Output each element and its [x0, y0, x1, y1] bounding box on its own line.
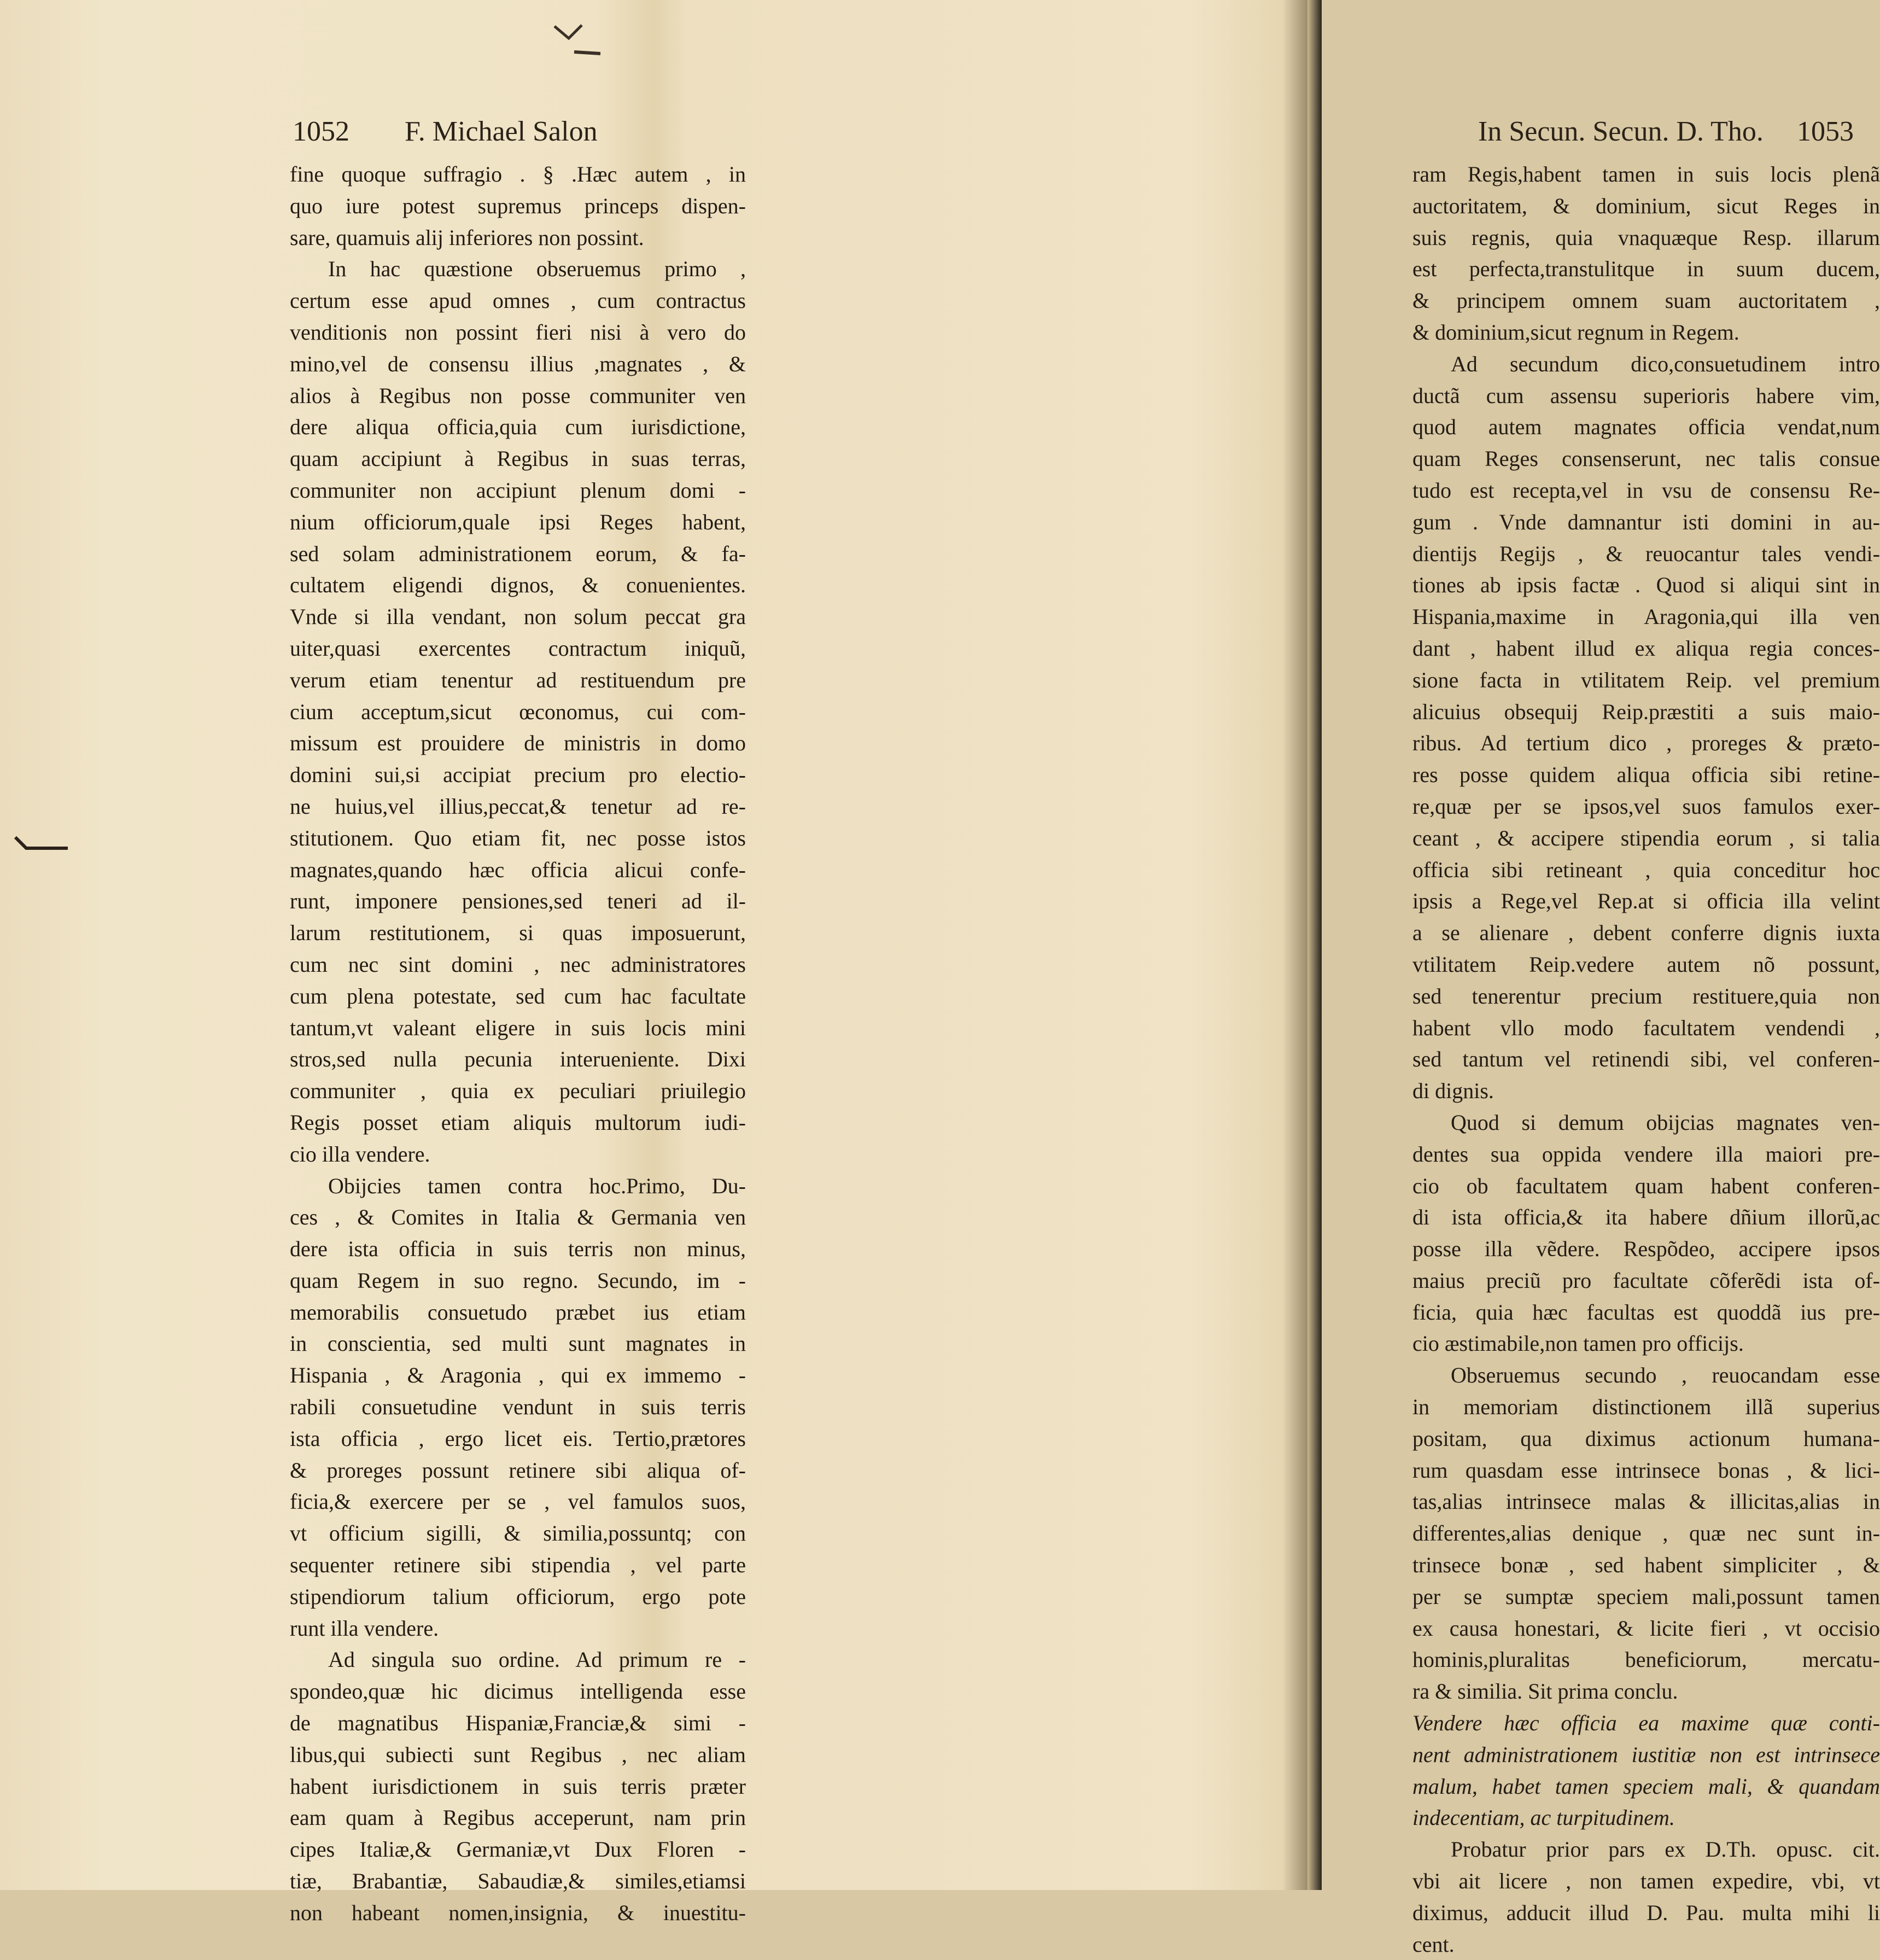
- text-line: re,quæ per se ipsos,vel suos famulos exer-: [1412, 794, 1880, 819]
- text-line: ram Regis,habent tamen in suis locis plenã: [1412, 162, 1880, 186]
- text-line: cipes Italiæ,& Germaniæ,vt Dux Floren -: [290, 1837, 746, 1862]
- left-running-title: F. Michael Salon: [405, 116, 598, 147]
- text-line: dere aliqua officia,quia cum iurisdictione,: [290, 415, 746, 440]
- text-line: tiæ, Brabantiæ, Sabaudiæ,& similes,etiamsi: [290, 1869, 746, 1894]
- text-line: alicuius obsequij Reip.præstiti a suis maio-: [1412, 699, 1880, 724]
- left-page: [0, 0, 746, 1925]
- text-line: ductã cum assensu superioris habere vim,: [1412, 383, 1880, 408]
- text-line: Hispania , & Aragonia , qui ex immemo -: [290, 1363, 746, 1388]
- text-line: & principem omnem suam auctoritatem ,: [1412, 288, 1880, 313]
- text-line: cio illa vendere.: [290, 1141, 430, 1166]
- text-line: malum, habet tamen speciem mali, & quandam: [1412, 1774, 1880, 1799]
- text-line: di dignis.: [1412, 1078, 1494, 1104]
- text-line: cio ob facultatem quam habent conferen-: [1412, 1173, 1880, 1198]
- text-line: eam quam à Regibus acceperunt, nam prin: [290, 1805, 746, 1830]
- text-line: memorabilis consuetudo præbet ius etiam: [290, 1299, 746, 1325]
- text-line: ra & similia. Sit prima conclu.: [1412, 1679, 1678, 1704]
- text-line: Quod si demum obijcias magnates ven-: [1451, 1110, 1880, 1135]
- text-line: Regis posset etiam aliquis multorum iudi-: [290, 1110, 746, 1135]
- text-line: dientijs Regijs , & reuocantur tales vendi-: [1412, 541, 1880, 566]
- text-line: cultatem eligendi dignos, & conuenientes.: [290, 573, 746, 598]
- text-line: maius preciũ pro facultate cõferẽdi ista of-: [1412, 1268, 1880, 1293]
- text-line: cium acceptum,sicut œconomus, cui com-: [290, 699, 746, 724]
- text-line: trinsece bonæ , sed habent simpliciter , &: [1412, 1553, 1880, 1578]
- text-line: sed tantum vel retinendi sibi, vel conferen-: [1412, 1047, 1880, 1072]
- text-line: Hispania,maxime in Aragonia,qui illa ven: [1412, 604, 1880, 629]
- text-line: cum plena potestate, sed cum hac facultate: [290, 983, 746, 1008]
- text-line: runt, imponere pensiones,sed teneri ad il-: [290, 889, 746, 914]
- text-line: ces , & Comites in Italia & Germania ven: [290, 1205, 746, 1230]
- text-line: cum nec sint domini , nec administratores: [290, 952, 746, 977]
- text-line: differentes,alias denique , quæ nec sunt in-: [1412, 1521, 1880, 1546]
- text-line: & dominium,sicut regnum in Regem.: [1412, 319, 1739, 345]
- text-line: sione facta in vtilitatem Reip. vel premium: [1412, 667, 1880, 692]
- text-line: tantum,vt valeant eligere in suis locis mini: [290, 1015, 746, 1040]
- text-line: Vendere hæc officia ea maxime quæ conti-: [1412, 1711, 1880, 1736]
- text-line: vtilitatem Reip.vedere autem nõ possunt,: [1412, 952, 1880, 977]
- text-line: in conscientia, sed multi sunt magnates in: [290, 1331, 746, 1356]
- text-line: uiter,quasi exercentes contractum iniquũ,: [290, 635, 746, 661]
- text-line: in memoriam distinctionem illã superius: [1412, 1395, 1880, 1420]
- text-line: nium officiorum,quale ipsi Reges habent,: [290, 509, 746, 534]
- text-line: dant , habent illud ex aliqua regia conces-: [1412, 635, 1880, 661]
- text-line: domini sui,si accipiat precium pro electio-: [290, 762, 746, 788]
- text-line: stipendiorum talium officiorum, ergo pote: [290, 1584, 746, 1609]
- text-line: rum quasdam esse intrinsece bonas , & lici-: [1412, 1457, 1880, 1483]
- text-line: vt officium sigilli, & similia,possuntq; con: [290, 1521, 746, 1546]
- text-line: dere ista officia in suis terris non minus,: [290, 1236, 746, 1262]
- text-line: tas,alias intrinsece malas & illicitas,alias in: [1412, 1489, 1880, 1514]
- text-line: venditionis non possint fieri nisi à vero do: [290, 319, 746, 345]
- text-line: posse illa vẽdere. Respõdeo, accipere ipsos: [1412, 1236, 1880, 1262]
- left-page-number: 1052: [293, 116, 349, 147]
- text-line: tiones ab ipsis factæ . Quod si aliqui sint in: [1412, 573, 1880, 598]
- text-line: alios à Regibus non posse communiter ven: [290, 383, 746, 408]
- text-line: quo iure potest supremus princeps dispen-: [290, 193, 746, 218]
- text-line: communiter non accipiunt plenum domi -: [290, 477, 746, 503]
- text-line: per se sumptæ speciem mali,possunt tamen: [1412, 1584, 1880, 1609]
- text-line: fine quoque suffragio . § .Hæc autem , in: [290, 162, 746, 186]
- text-line: ficia, quia hæc facultas est quoddã ius pre-: [1412, 1299, 1880, 1325]
- text-line: sare, quamuis alij inferiores non possint.: [290, 225, 644, 250]
- text-line: a se alienare , debent conferre dignis iuxta: [1412, 920, 1880, 946]
- text-line: cio æstimabile,non tamen pro officijs.: [1412, 1331, 1744, 1356]
- text-line: habent iurisdictionem in suis terris præter: [290, 1774, 746, 1799]
- text-line: runt illa vendere.: [290, 1615, 439, 1641]
- text-line: positam, qua diximus actionum humana-: [1412, 1426, 1880, 1451]
- text-line: sequenter retinere sibi stipendia , vel parte: [290, 1553, 746, 1578]
- text-line: ex causa honestari, & licite fieri , vt occisio: [1412, 1615, 1880, 1641]
- text-line: ipsis a Rege,vel Rep.at si officia illa velint: [1412, 889, 1880, 914]
- text-line: larum restitutionem, si quas imposuerunt,: [290, 920, 746, 946]
- text-line: nent administrationem iustitiæ non est intrinsece: [1412, 1742, 1880, 1767]
- text-line: tudo est recepta,vel in vsu de consensu Re-: [1412, 477, 1880, 503]
- text-line: Obseruemus secundo , reuocandam esse: [1451, 1363, 1880, 1388]
- text-line: ceant , & accipere stipendia eorum , si talia: [1412, 825, 1880, 850]
- text-line: officia sibi retineant , quia conceditur hoc: [1412, 857, 1880, 882]
- text-line: libus,qui subiecti sunt Regibus , nec aliam: [290, 1742, 746, 1767]
- text-line: dentes sua oppida vendere illa maiori pre-: [1412, 1141, 1880, 1166]
- text-line: auctoritatem, & dominium, sicut Reges in: [1412, 193, 1880, 218]
- right-page: [661, 0, 1880, 1957]
- text-line: mino,vel de consensu illius ,magnates , &: [290, 351, 746, 376]
- text-line: hominis,pluralitas beneficiorum, mercatu-: [1412, 1647, 1880, 1672]
- text-line: habent vllo modo facultatem vendendi ,: [1412, 1015, 1880, 1040]
- text-line: non habeant nomen,insignia, & inuestitu-: [290, 1900, 746, 1925]
- text-line: communiter , quia ex peculiari priuilegio: [290, 1078, 746, 1104]
- text-line: Ad singula suo ordine. Ad primum re -: [328, 1647, 746, 1672]
- text-line: ista officia , ergo licet eis. Tertio,prætores: [290, 1426, 746, 1451]
- text-line: In hac quæstione obseruemus primo ,: [328, 256, 746, 282]
- text-line: indecentiam, ac turpitudinem.: [1412, 1805, 1675, 1830]
- right-running-title: In Secun. Secun. D. Tho.: [1478, 116, 1764, 147]
- text-line: res posse quidem aliqua officia sibi retine-: [1412, 762, 1880, 788]
- text-line: de magnatibus Hispaniæ,Franciæ,& simi -: [290, 1711, 746, 1736]
- text-line: & proreges possunt retinere sibi aliqua of-: [290, 1457, 746, 1483]
- text-line: Obijcies tamen contra hoc.Primo, Du-: [328, 1173, 746, 1198]
- text-line: vbi ait licere , non tamen expedire, vbi, vt: [1412, 1869, 1880, 1894]
- text-line: suis regnis, quia vnaquæque Resp. illarum: [1412, 225, 1880, 250]
- text-line: quam Regem in suo regno. Secundo, im -: [290, 1268, 746, 1293]
- text-line: sed tenerentur precium restituere,quia non: [1412, 983, 1880, 1008]
- text-line: magnates,quando hæc officia alicui confe-: [290, 857, 746, 882]
- text-line: missum est prouidere de ministris in domo: [290, 731, 746, 756]
- text-line: cent.: [1412, 1932, 1455, 1957]
- text-line: diximus, adducit illud D. Pau. multa mihi li: [1412, 1900, 1880, 1925]
- text-line: stros,sed nulla pecunia interueniente. Dixi: [290, 1047, 746, 1072]
- text-line: certum esse apud omnes , cum contractus: [290, 288, 746, 313]
- text-line: ribus. Ad tertium dico , proreges & præto-: [1412, 731, 1880, 756]
- text-line: Ad secundum dico,consuetudinem intro: [1451, 351, 1880, 376]
- text-line: ficia,& exercere per se , vel famulos suos,: [290, 1489, 746, 1514]
- text-line: quod autem magnates officia vendat,num: [1412, 415, 1880, 440]
- text-line: verum etiam tenentur ad restituendum pre: [290, 667, 746, 692]
- text-line: est perfecta,transtulitque in suum ducem,: [1412, 256, 1880, 282]
- text-line: Vnde si illa vendant, non solum peccat gra: [290, 604, 746, 629]
- text-line: quam accipiunt à Regibus in suas terras,: [290, 446, 746, 471]
- text-line: rabili consuetudine vendunt in suis terris: [290, 1395, 746, 1420]
- text-line: spondeo,quæ hic dicimus intelligenda esse: [290, 1679, 746, 1704]
- text-line: ne huius,vel illius,peccat,& tenetur ad re-: [290, 794, 746, 819]
- right-text-column: [1412, 159, 1880, 1960]
- right-page-number: 1053: [1797, 116, 1854, 147]
- text-line: gum . Vnde damnantur isti domini in au-: [1412, 509, 1880, 534]
- text-line: di ista officia,& ita habere dñium illorũ,ac: [1412, 1205, 1880, 1230]
- text-line: Probatur prior pars ex D.Th. opusc. cit.: [1451, 1837, 1880, 1862]
- text-line: stitutionem. Quo etiam fit, nec posse istos: [290, 825, 746, 850]
- text-line: quam Reges consenserunt, nec talis consue: [1412, 446, 1880, 471]
- text-line: sed solam administrationem eorum, & fa-: [290, 541, 746, 566]
